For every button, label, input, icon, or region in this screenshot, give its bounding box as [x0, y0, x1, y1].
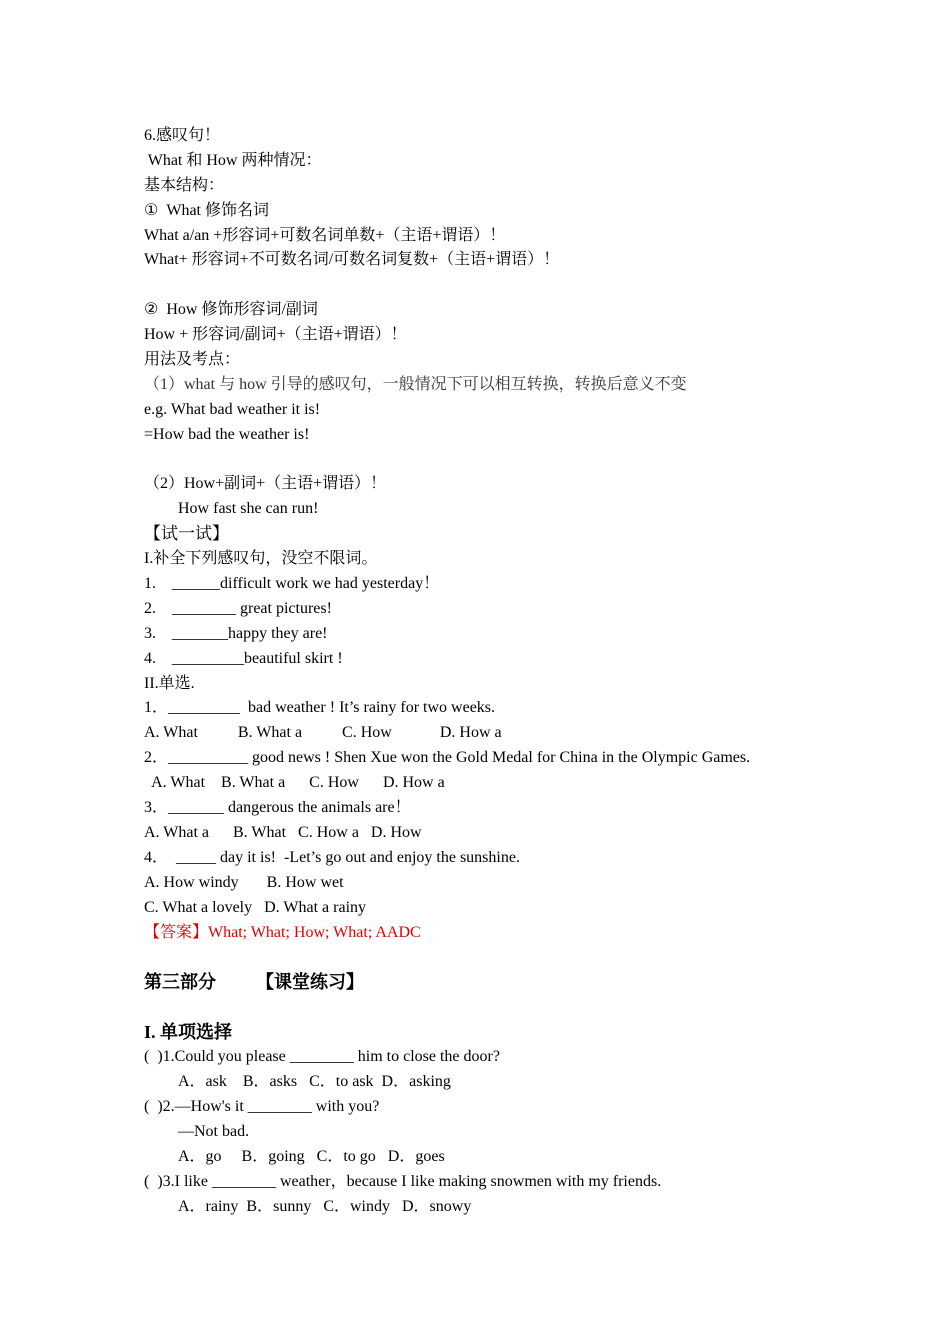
fill-item: 2. ________ great pictures! [144, 599, 332, 617]
intro-text: What 和 How 两种情况： [144, 151, 322, 169]
multiple-choice-title: II.单选. [144, 674, 195, 692]
section-title: 6.感叹句！ [144, 127, 221, 144]
fill-in-title: I.补全下列感叹句，没空不限词。 [144, 550, 378, 568]
mc-options: A. What B. What a C. How D. How a [144, 774, 445, 792]
exercise-options: A．ask B．asks C．to ask D．asking [178, 1073, 451, 1091]
example-line: How fast she can run! [178, 500, 319, 518]
usage-point-1: （1）what 与 how 引导的感叹句，一般情况下可以相互转换，转换后意义不变 [144, 375, 687, 393]
mc-options: A. What B. What a C. How D. How a [144, 724, 502, 742]
circled-number-one: ① [144, 201, 159, 219]
mc-question-stem: 2．__________ good news ! Shen Xue won the Gold Medal for China in the Olympic Games. [144, 749, 751, 767]
answer-blank[interactable]: ________ [172, 599, 236, 617]
rule-how: How + 形容词/副词+（主语+谓语）！ [144, 326, 407, 344]
answer-blank[interactable]: ______ [172, 575, 220, 593]
part-subtitle: 【课堂练习】 [256, 972, 364, 993]
exercise-question: ( )2.—How's it ________ with you? [144, 1098, 380, 1116]
try-it-title: 【试一试】 [144, 524, 229, 544]
structure-label: 基本结构： [144, 176, 225, 194]
usage-label: 用法及考点： [144, 351, 241, 369]
fill-item: 3. _______happy they are! [144, 624, 328, 642]
part-three-heading [144, 969, 844, 995]
exercise-question: ( )1.Could you please ________ him to close the door? [144, 1048, 500, 1066]
structure-item-what [144, 199, 844, 224]
example-line: e.g. What bad weather it is! [144, 400, 321, 418]
answer-blank[interactable]: _______ [172, 624, 228, 642]
item-label: How 修饰形容词/副词 [166, 301, 318, 319]
mc-question-stem: 1．_________ bad weather ! It’s rainy for two weeks. [144, 699, 496, 717]
circled-number-two: ② [144, 301, 159, 319]
single-choice-heading: I. 单项选择 [144, 1022, 233, 1043]
mc-options: C. What a lovely D. What a rainy [144, 898, 367, 916]
answer-key: 【答案】What; What; How; What; AADC [144, 923, 421, 941]
mc-options: A. How windy B. How wet [144, 873, 344, 891]
mc-options: A. What a B. What C. How a D. How [144, 823, 422, 841]
exercise-options: A．rainy B．sunny C．windy D．snowy [178, 1197, 472, 1215]
item-label: What 修饰名词 [166, 201, 269, 219]
fill-item: 1. ______difficult work we had yesterday！ [144, 575, 440, 593]
rule-what-plural: What+ 形容词+不可数名词/可数名词复数+（主语+谓语）！ [144, 251, 560, 269]
rule-what-singular: What a/an +形容词+可数名词单数+（主语+谓语）！ [144, 226, 506, 244]
answer-blank[interactable]: _________ [172, 649, 244, 667]
mc-question-stem: 4． _____ day it is! -Let’s go out and enjoy the sunshine. [144, 848, 520, 866]
exercise-reply: —Not bad. [178, 1123, 250, 1141]
mc-question-stem: 3．_______ dangerous the animals are！ [144, 799, 411, 817]
example-line: =How bad the weather is! [144, 425, 310, 443]
document-page [144, 124, 844, 1220]
usage-point-2: （2）How+副词+（主语+谓语）！ [144, 475, 387, 493]
exercise-options: A．go B．going C．to go D．goes [178, 1147, 445, 1165]
part-title: 第三部分 [144, 972, 216, 993]
exercise-question: ( )3.I like ________ weather，because I like making snowmen with my friends. [144, 1172, 662, 1190]
fill-item: 4. _________beautiful skirt ! [144, 649, 343, 667]
structure-item-how [144, 298, 844, 323]
